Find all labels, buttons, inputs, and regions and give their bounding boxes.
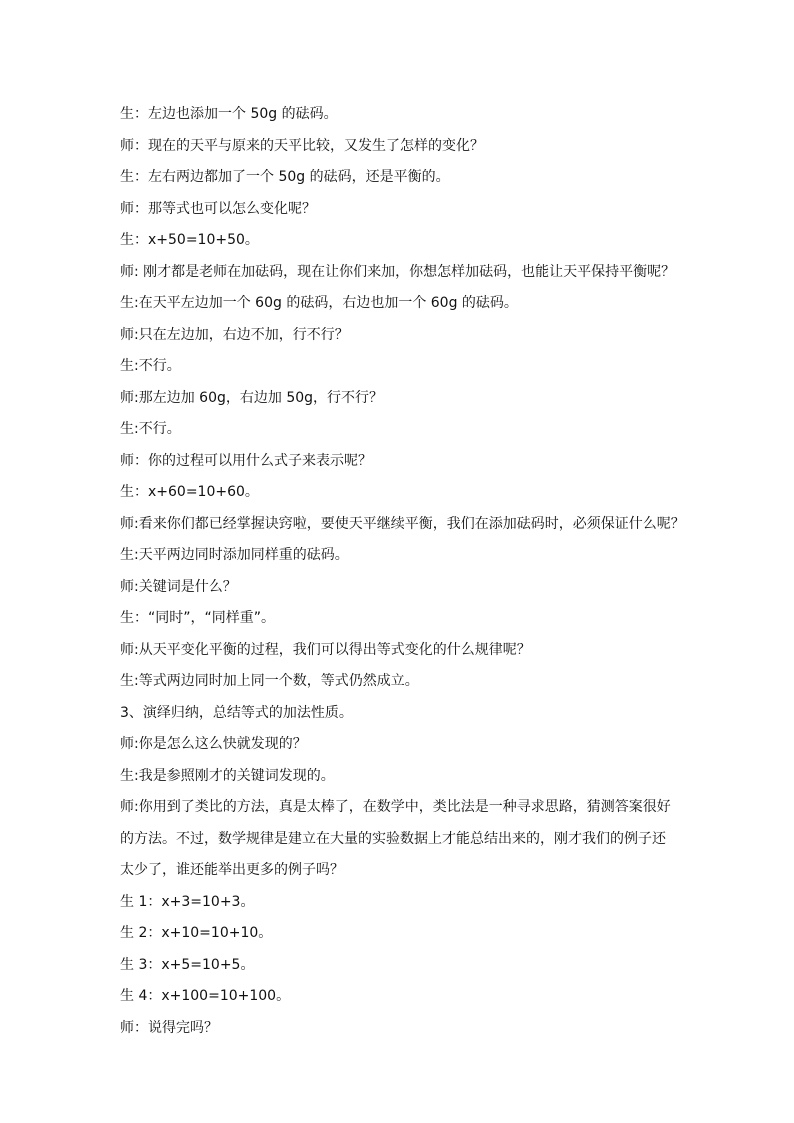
dialogue-line: 生：“同时”，“同样重”。 <box>120 610 276 626</box>
dialogue-line: 师：说得完吗？ <box>120 1019 218 1036</box>
dialogue-line: 师: 刚才都是老师在加砝码，现在让你们来加，你想怎样加砝码，也能让天平保持平衡呢？ <box>120 263 676 280</box>
dialogue-line: 师:你是怎么这么快就发现的？ <box>120 736 307 752</box>
dialogue-line: 师:只在左边加，右边不加，行不行？ <box>120 326 349 343</box>
dialogue-line: 师:从天平变化平衡的过程，我们可以得出等式变化的什么规律呢？ <box>120 641 531 658</box>
dialogue-line: 生:不行。 <box>120 421 181 437</box>
dialogue-line: 生:我是参照刚才的关键词发现的。 <box>120 767 335 784</box>
dialogue-line: 师:看来你们都已经掌握诀窍啦，要使天平继续平衡，我们在添加砝码时，必须保证什么呢？ <box>120 515 685 532</box>
dialogue-paragraph: 师:你用到了类比的方法，真是太棒了，在数学中，类比法是一种寻求思路，猜测答案很好的方法。不过，数学规律是建立在大量的实验数据上才能总结出来的，刚才我们的例子还太少了，谁还能举出更多的例子吗？ <box>120 799 671 878</box>
dialogue-line: 生:不行。 <box>120 358 181 374</box>
dialogue-line: 师：你的过程可以用什么式子来表示呢？ <box>120 452 372 469</box>
dialogue-line: 师：现在的天平与原来的天平比较，又发生了怎样的变化？ <box>120 137 484 154</box>
dialogue-line: 生 2：x+10=10+10。 <box>120 925 273 941</box>
dialogue-line: 师:那左边加 60g，右边加 50g，行不行？ <box>120 389 384 406</box>
dialogue-line: 生：左边也添加一个 50g 的砝码。 <box>120 106 338 122</box>
dialogue-line: 生:在天平左边加一个 60g 的砝码，右边也加一个 60g 的砝码。 <box>120 295 518 311</box>
dialogue-line: 生 3：x+5=10+5。 <box>120 956 255 973</box>
document-body <box>120 99 685 1044</box>
dialogue-line: 师:关键词是什么？ <box>120 578 237 595</box>
dialogue-line: 师：那等式也可以怎么变化呢？ <box>120 200 316 217</box>
dialogue-line: 生：x+60=10+60。 <box>120 484 259 500</box>
section-heading: 3、演绎归纳，总结等式的加法性质。 <box>120 704 353 721</box>
dialogue-line: 生:等式两边同时加上同一个数，等式仍然成立。 <box>120 673 419 689</box>
dialogue-line: 生：x+50=10+50。 <box>120 232 259 248</box>
dialogue-line: 生:天平两边同时添加同样重的砝码。 <box>120 547 349 563</box>
dialogue-line: 生：左右两边都加了一个 50g 的砝码，还是平衡的。 <box>120 169 450 185</box>
dialogue-line: 生 1：x+3=10+3。 <box>120 893 255 910</box>
dialogue-line: 生 4：x+100=10+100。 <box>120 988 291 1004</box>
